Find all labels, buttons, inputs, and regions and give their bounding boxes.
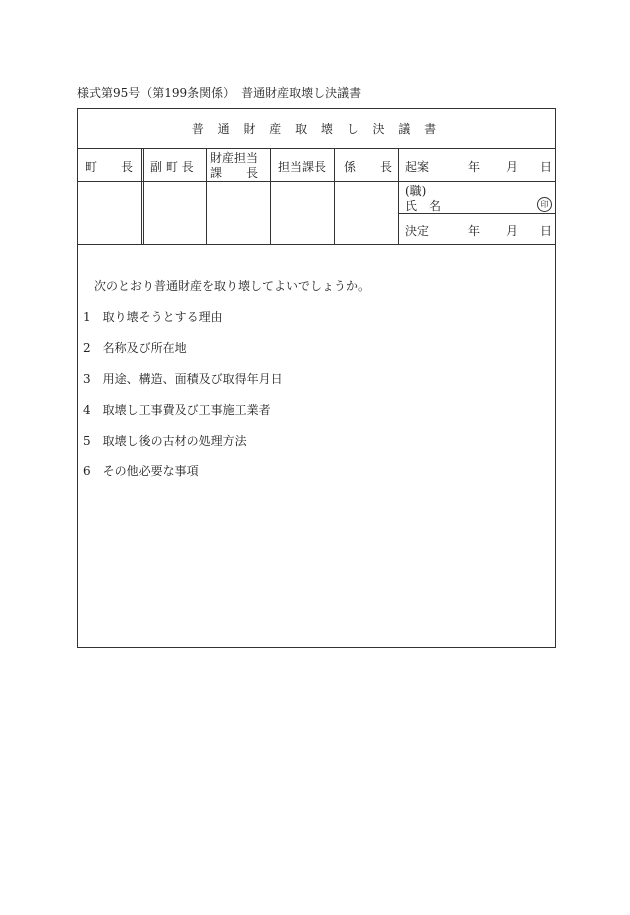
- decision-form: [77, 108, 556, 648]
- form-title: 普 通 財 産 取 壊 し 決 議 書: [78, 109, 555, 149]
- list-item: 6 その他必要な事項: [83, 464, 199, 478]
- row-divider: [78, 244, 555, 245]
- decision-month: 月: [506, 224, 519, 238]
- column-divider: [398, 149, 399, 244]
- header-manager: 担当課長: [278, 160, 327, 174]
- list-item: 1 取り壊そうとする理由: [83, 310, 223, 324]
- decision-label: 決定: [405, 224, 430, 238]
- decision-year: 年: [468, 224, 481, 238]
- draft-year: 年: [468, 160, 481, 174]
- seal-mark: [537, 197, 552, 212]
- draft-month: 月: [506, 160, 519, 174]
- draft-day: 日: [540, 160, 553, 174]
- header-deputy-mayor: 副 町 長: [150, 160, 194, 174]
- form-caption: 様式第95号（第199条関係） 普通財産取壊し決議書: [77, 86, 362, 100]
- header-subsection-chief: 係 長: [344, 160, 393, 174]
- row-divider: [78, 181, 555, 182]
- list-item: 5 取壊し後の古材の処理方法: [83, 434, 247, 448]
- column-divider: [334, 149, 335, 244]
- list-item: 4 取壊し工事費及び工事施工業者: [83, 403, 271, 417]
- seal-label: 印: [540, 199, 549, 209]
- list-item: 2 名称及び所在地: [83, 341, 187, 355]
- draft-label: 起案: [405, 160, 430, 174]
- header-section-chief-line1: 財産担当: [210, 151, 259, 165]
- intro-text: 次のとおり普通財産を取り壊してよいでしょうか。: [94, 279, 371, 293]
- header-section-chief-line2: 課 長: [210, 166, 259, 180]
- header-mayor: 町 長: [85, 160, 134, 174]
- official-position: (職): [405, 184, 427, 198]
- list-item: 3 用途、構造、面積及び取得年月日: [83, 372, 283, 386]
- column-divider: [141, 149, 142, 244]
- decision-day: 日: [540, 224, 553, 238]
- column-divider: [206, 149, 207, 244]
- column-divider: [270, 149, 271, 244]
- column-divider: [143, 149, 144, 244]
- official-name-label: 氏 名: [405, 199, 442, 213]
